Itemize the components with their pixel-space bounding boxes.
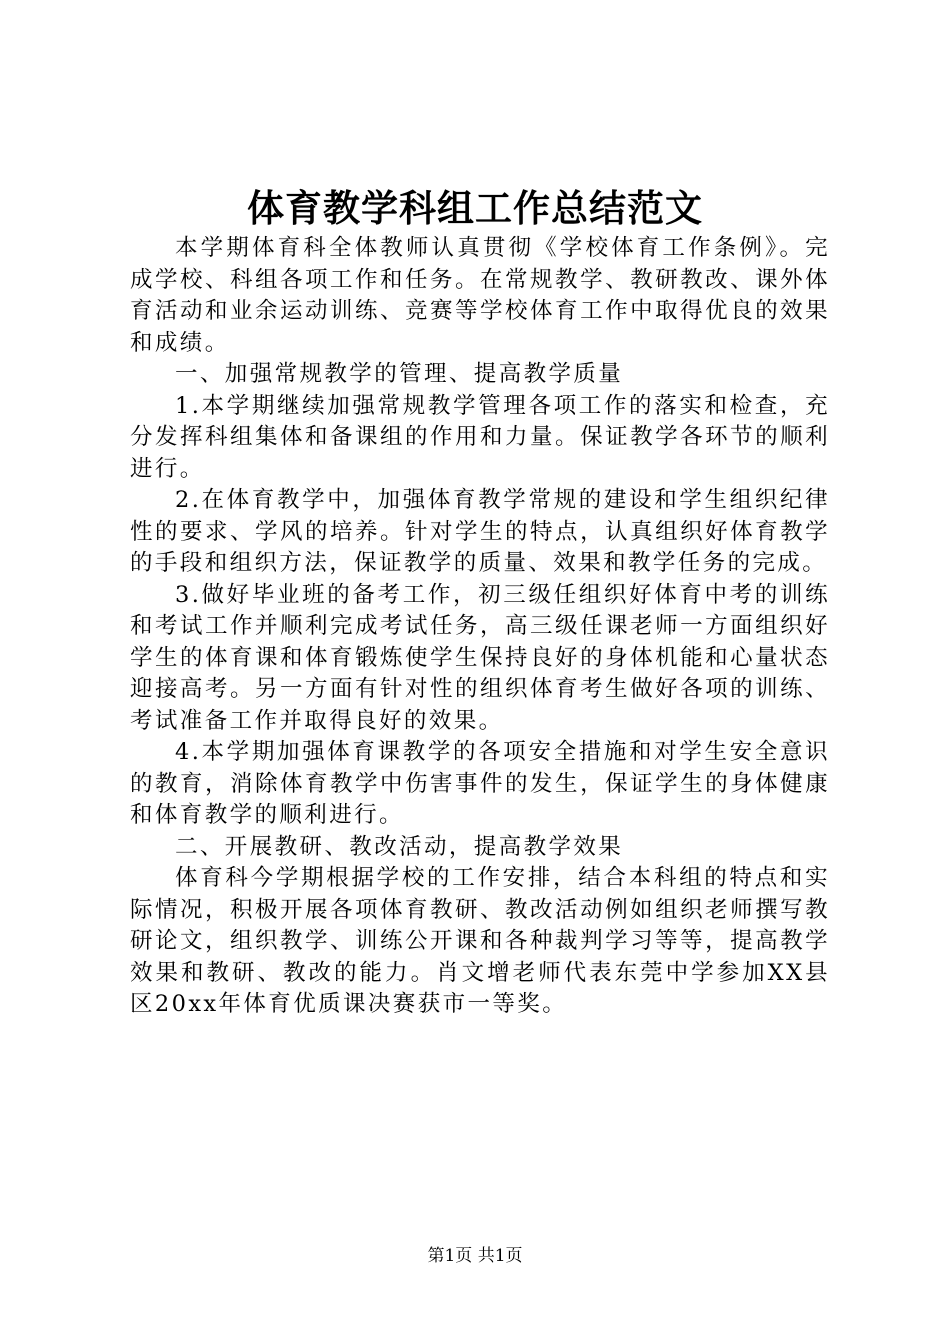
section-heading-2: 二、开展教研、教改活动，提高教学效果 (175, 833, 624, 860)
document-title: 体育教学科组工作总结范文 (247, 186, 703, 230)
section-2-paragraph: 体育科今学期根据学校的工作安排，结合本科组的特点和实际情况，积极开展各项体育教研、教改活动例如组织老师撰写教研论文，组织教学、训练公开课和各种裁判学习等等，提高教学效果和教研、教改的能力。肖文增老师代表东莞中学参加XX县区20xx年体育优质课决赛获市一等奖。 (130, 865, 830, 1017)
section-heading-1: 一、加强常规教学的管理、提高教学质量 (175, 361, 624, 387)
document-body (130, 233, 830, 1021)
intro-paragraph: 本学期体育科全体教师认真贯彻《学校体育工作条例》。完成学校、科组各项工作和任务。在常规教学、教研教改、课外体育活动和业余运动训练、竞赛等学校体育工作中取得优良的效果和成绩。 (130, 235, 830, 356)
item-paragraph-3: 3.做好毕业班的备考工作，初三级任组织好体育中考的训练和考试工作并顺利完成考试任务，高三级任课老师一方面组织好学生的体育课和体育锻炼使学生保持良好的身体机能和心量状态迎接高考。另一方面有针对性的组织体育考生做好各项的训练、考试准备工作并取得良好的效果。 (130, 581, 830, 734)
item-paragraph-2: 2.在体育教学中，加强体育教学常规的建设和学生组织纪律性的要求、学风的培养。针对学生的特点，认真组织好体育教学的手段和组织方法，保证教学的质量、效果和教学任务的完成。 (130, 487, 830, 576)
page-footer: 第1页 共1页 (427, 1246, 523, 1266)
item-paragraph-1: 1.本学期继续加强常规教学管理各项工作的落实和检查，充分发挥科组集体和备课组的作用和力量。保证教学各环节的顺利进行。 (130, 392, 830, 482)
item-paragraph-4: 4.本学期加强体育课教学的各项安全措施和对学生安全意识的教育，消除体育教学中伤害事件的发生，保证学生的身体健康和体育教学的顺利进行。 (130, 739, 830, 828)
